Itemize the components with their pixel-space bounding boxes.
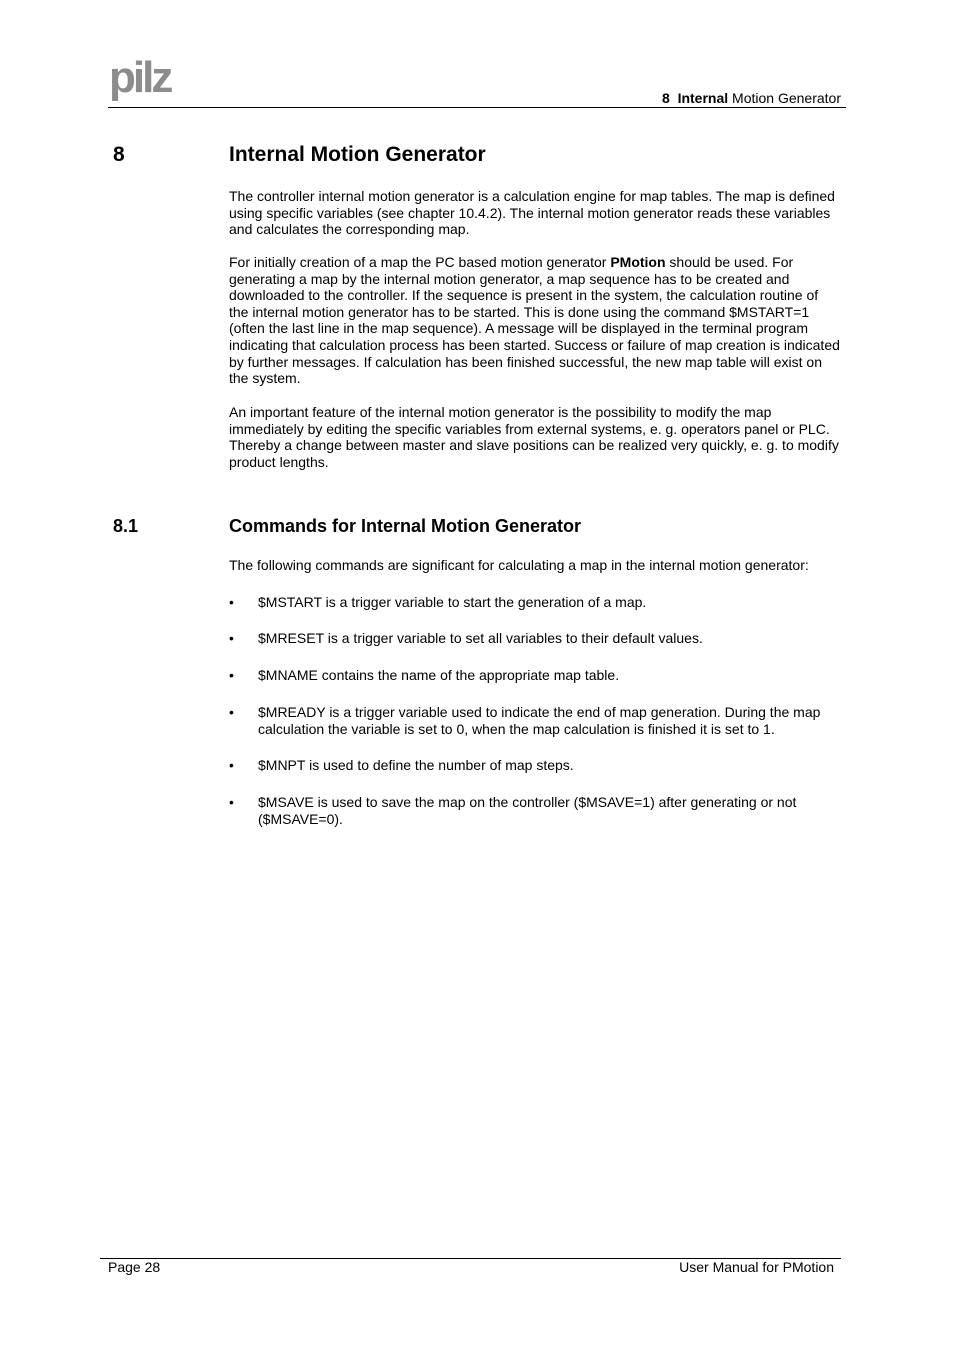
bullet-dot: • [229,704,234,720]
paragraph-2 [229,254,841,387]
bullet-text: $MRESET is a trigger variable to set all variables to their default values. [258,630,703,646]
bullet-text: $MREADY is a trigger variable used to indicate the end of map generation. During the map calculation the variable is set to 0, when the map calculation is finished it is set to 1. [258,704,821,737]
list-item [229,667,841,684]
page-number: Page 28 [108,1259,161,1275]
pmotion-bold: PMotion [610,254,666,270]
bullet-dot: • [229,757,234,773]
bullet-text: $MSTART is a trigger variable to start the generation of a map. [258,594,647,610]
subsection-intro: The following commands are significant for calculating a map in the internal motion generator: [229,557,809,573]
subsection-number: 8.1 [113,516,139,536]
bullet-text: $MNPT is used to define the number of map steps. [258,757,574,773]
list-item [229,704,841,737]
running-header [662,90,841,106]
list-item [229,757,841,774]
bullet-dot: • [229,794,234,810]
list-item [229,594,841,611]
header-chapter-bold: Internal [677,90,729,106]
section-title: Internal Motion Generator [229,143,486,166]
pilz-logo [109,58,191,104]
paragraph-1: The controller internal motion generator is a calculation engine for map tables. The map is defined using specific variables (see chapter 10.4.2). The internal motion generator reads these variables and calculates the corresponding map. [229,188,835,238]
paragraph-2-post: should be used. For generating a map by the internal motion generator, a map sequence has to be created and downloaded to the controller. If the sequence is present in the system, the calculation routine of the internal motion generator has to be started. This is done using the command $MSTART=1 (often the last line in the map sequence). A message will be displayed in the terminal program indicating that calculation process has been started. Success or failure of map creation is indicated by further messages. If calculation has been finished successful, the new map table will exist on the system. [229,254,840,387]
paragraph-3: An important feature of the internal motion generator is the possibility to modify the map immediately by editing the specific variables from external systems, e. g. operators panel or PLC. Thereby a change between master and slave positions can be realized very quickly, e. g. to modify product lengths. [229,404,839,470]
bullet-dot: • [229,594,234,610]
bullet-text: $MNAME contains the name of the appropriate map table. [258,667,620,683]
paragraph-2-pre: For initially creation of a map the PC based motion generator [229,254,611,270]
header-chapter-rest: Motion Generator [728,90,841,106]
list-item [229,794,841,827]
subsection-title: Commands for Internal Motion Generator [229,516,582,536]
section-number: 8 [113,143,125,166]
pilz-logo-text: pilz [109,58,171,102]
bullet-text: $MSAVE is used to save the map on the controller ($MSAVE=1) after generating or not ($MSAVE=0). [258,794,797,827]
bullet-dot: • [229,630,234,646]
list-item [229,630,841,647]
manual-title: User Manual for PMotion [679,1259,834,1275]
header-chapter-num: 8 [662,90,670,106]
bullet-dot: • [229,667,234,683]
header-rule [108,107,846,108]
